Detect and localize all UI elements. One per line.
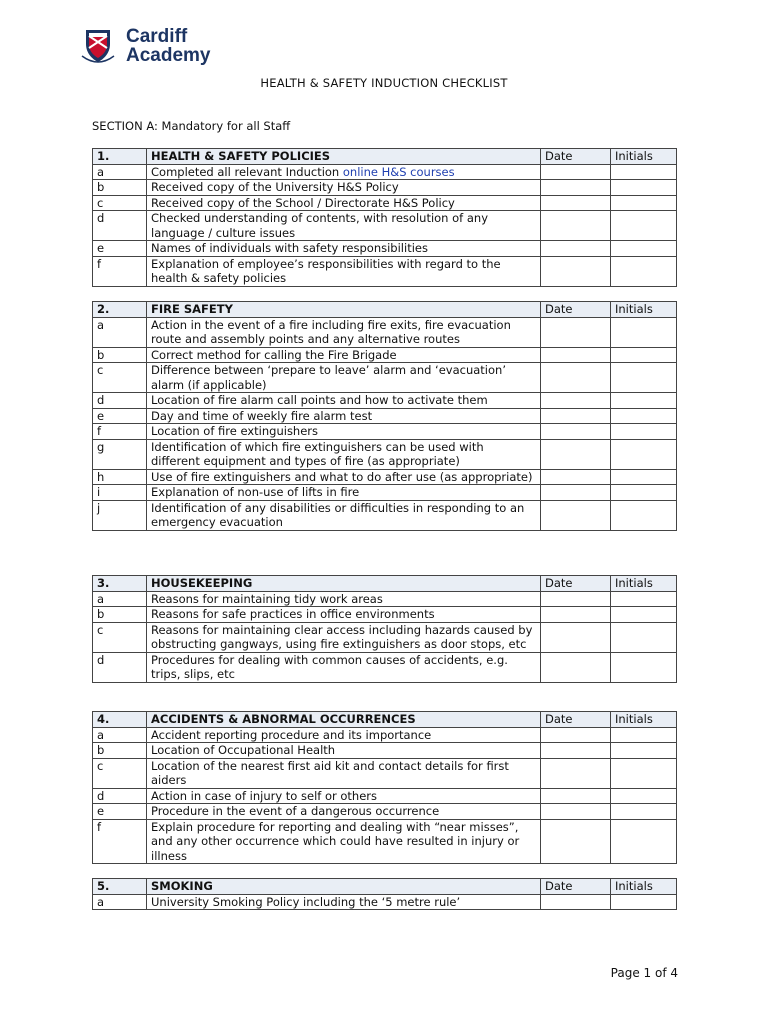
table-header-row xyxy=(93,576,677,592)
table-row xyxy=(93,591,677,607)
initials-column-header: Initials xyxy=(611,879,677,895)
table-title: ACCIDENTS & ABNORMAL OCCURRENCES xyxy=(147,712,541,728)
checklist-table-policies xyxy=(92,148,677,287)
item-letter: a xyxy=(93,591,147,607)
initials-cell[interactable] xyxy=(611,363,677,393)
table-row xyxy=(93,408,677,424)
initials-cell[interactable] xyxy=(611,622,677,652)
item-text: Reasons for safe practices in office environments xyxy=(147,607,541,623)
logo-line-1: Cardiff xyxy=(126,26,188,47)
table-header-row xyxy=(93,149,677,165)
table-row xyxy=(93,347,677,363)
table-row xyxy=(93,195,677,211)
date-column-header: Date xyxy=(541,879,611,895)
table-row xyxy=(93,743,677,759)
table-row xyxy=(93,788,677,804)
date-cell[interactable] xyxy=(541,607,611,623)
item-letter: c xyxy=(93,758,147,788)
date-cell[interactable] xyxy=(541,211,611,241)
checklist-table-accidents xyxy=(92,711,677,864)
table-row xyxy=(93,211,677,241)
checklist-table-smoking xyxy=(92,878,677,910)
table-row xyxy=(93,652,677,682)
item-letter: a xyxy=(93,164,147,180)
date-column-header: Date xyxy=(541,302,611,318)
table-row xyxy=(93,393,677,409)
table-title: FIRE SAFETY xyxy=(147,302,541,318)
item-text xyxy=(147,164,541,180)
initials-cell[interactable] xyxy=(611,317,677,347)
initials-cell[interactable] xyxy=(611,408,677,424)
date-cell[interactable] xyxy=(541,241,611,257)
item-text: Identification of any disabilities or difficulties in responding to an emergency evacuation xyxy=(147,500,541,530)
table-header-row xyxy=(93,879,677,895)
table-row xyxy=(93,758,677,788)
table-row xyxy=(93,607,677,623)
item-text: Explanation of non-use of lifts in fire xyxy=(147,485,541,501)
table-row xyxy=(93,180,677,196)
section-heading: SECTION A: Mandatory for all Staff xyxy=(92,119,291,133)
document-title: HEALTH & SAFETY INDUCTION CHECKLIST xyxy=(260,76,508,90)
table-row xyxy=(93,256,677,286)
table-row xyxy=(93,439,677,469)
date-cell[interactable] xyxy=(541,788,611,804)
initials-cell[interactable] xyxy=(611,591,677,607)
item-text: Accident reporting procedure and its importance xyxy=(147,727,541,743)
item-text: Action in case of injury to self or others xyxy=(147,788,541,804)
table-header-row xyxy=(93,302,677,318)
date-cell[interactable] xyxy=(541,180,611,196)
item-text: Received copy of the School / Directorate H&S Policy xyxy=(147,195,541,211)
item-letter: h xyxy=(93,469,147,485)
initials-cell[interactable] xyxy=(611,607,677,623)
date-cell[interactable] xyxy=(541,743,611,759)
initials-cell[interactable] xyxy=(611,894,677,910)
initials-cell[interactable] xyxy=(611,500,677,530)
crest-icon xyxy=(78,26,118,66)
online-courses-link[interactable]: online H&S courses xyxy=(342,164,455,179)
cardiff-academy-logo xyxy=(78,26,211,66)
date-column-header: Date xyxy=(541,149,611,165)
initials-cell[interactable] xyxy=(611,727,677,743)
item-letter: d xyxy=(93,788,147,804)
date-cell[interactable] xyxy=(541,347,611,363)
date-cell[interactable] xyxy=(541,804,611,820)
date-cell[interactable] xyxy=(541,819,611,864)
initials-column-header: Initials xyxy=(611,149,677,165)
table-header-row xyxy=(93,712,677,728)
date-cell[interactable] xyxy=(541,256,611,286)
initials-cell[interactable] xyxy=(611,211,677,241)
item-text: Reasons for maintaining tidy work areas xyxy=(147,591,541,607)
item-letter: g xyxy=(93,439,147,469)
date-cell[interactable] xyxy=(541,439,611,469)
date-cell[interactable] xyxy=(541,195,611,211)
item-text: University Smoking Policy including the ‘5 metre rule’ xyxy=(147,894,541,910)
item-letter: f xyxy=(93,424,147,440)
item-letter: e xyxy=(93,241,147,257)
item-text: Received copy of the University H&S Policy xyxy=(147,180,541,196)
initials-column-header: Initials xyxy=(611,576,677,592)
item-text: Correct method for calling the Fire Brigade xyxy=(147,347,541,363)
table-row xyxy=(93,819,677,864)
item-letter: e xyxy=(93,804,147,820)
item-letter: a xyxy=(93,317,147,347)
table-number: 3. xyxy=(93,576,147,592)
date-cell[interactable] xyxy=(541,164,611,180)
page-number: Page 1 of 4 xyxy=(610,966,678,980)
date-cell[interactable] xyxy=(541,591,611,607)
item-letter: c xyxy=(93,622,147,652)
table-row xyxy=(93,727,677,743)
initials-cell[interactable] xyxy=(611,743,677,759)
item-text: Location of Occupational Health xyxy=(147,743,541,759)
table-title: SMOKING xyxy=(147,879,541,895)
item-letter: d xyxy=(93,393,147,409)
item-letter: e xyxy=(93,408,147,424)
item-letter: i xyxy=(93,485,147,501)
item-letter: a xyxy=(93,727,147,743)
item-text: Location of fire extinguishers xyxy=(147,424,541,440)
item-text: Names of individuals with safety responsibilities xyxy=(147,241,541,257)
date-cell[interactable] xyxy=(541,469,611,485)
date-cell[interactable] xyxy=(541,622,611,652)
item-letter: f xyxy=(93,256,147,286)
item-letter: d xyxy=(93,652,147,682)
item-letter: f xyxy=(93,819,147,864)
item-text: Checked understanding of contents, with resolution of any language / culture issues xyxy=(147,211,541,241)
initials-cell[interactable] xyxy=(611,195,677,211)
checklist-table-fire-safety xyxy=(92,301,677,531)
initials-cell[interactable] xyxy=(611,393,677,409)
item-text: Use of fire extinguishers and what to do after use (as appropriate) xyxy=(147,469,541,485)
item-text: Location of the nearest first aid kit and contact details for first aiders xyxy=(147,758,541,788)
table-row xyxy=(93,469,677,485)
initials-cell[interactable] xyxy=(611,439,677,469)
table-row xyxy=(93,241,677,257)
item-text: Action in the event of a fire including fire exits, fire evacuation route and assembly points and any alternative routes xyxy=(147,317,541,347)
table-row xyxy=(93,804,677,820)
initials-cell[interactable] xyxy=(611,241,677,257)
table-row xyxy=(93,500,677,530)
initials-cell[interactable] xyxy=(611,485,677,501)
item-letter: b xyxy=(93,743,147,759)
table-number: 5. xyxy=(93,879,147,895)
date-cell[interactable] xyxy=(541,485,611,501)
date-cell[interactable] xyxy=(541,408,611,424)
table-row xyxy=(93,424,677,440)
table-row xyxy=(93,164,677,180)
initials-cell[interactable] xyxy=(611,347,677,363)
date-cell[interactable] xyxy=(541,894,611,910)
date-cell[interactable] xyxy=(541,317,611,347)
item-letter: b xyxy=(93,347,147,363)
date-cell[interactable] xyxy=(541,652,611,682)
initials-cell[interactable] xyxy=(611,652,677,682)
initials-cell[interactable] xyxy=(611,804,677,820)
item-text-main: Completed all relevant Induction xyxy=(151,164,343,179)
item-letter: c xyxy=(93,195,147,211)
date-column-header: Date xyxy=(541,576,611,592)
initials-cell[interactable] xyxy=(611,788,677,804)
initials-cell[interactable] xyxy=(611,180,677,196)
table-row xyxy=(93,894,677,910)
item-text: Reasons for maintaining clear access including hazards caused by obstructing gangways, using fire extinguishers as door stops, etc xyxy=(147,622,541,652)
item-text: Day and time of weekly fire alarm test xyxy=(147,408,541,424)
date-cell[interactable] xyxy=(541,424,611,440)
item-letter: b xyxy=(93,180,147,196)
table-number: 2. xyxy=(93,302,147,318)
table-row xyxy=(93,485,677,501)
date-cell[interactable] xyxy=(541,500,611,530)
initials-column-header: Initials xyxy=(611,302,677,318)
item-letter: d xyxy=(93,211,147,241)
table-number: 4. xyxy=(93,712,147,728)
item-text: Explain procedure for reporting and dealing with “near misses”, and any other occurrence which could have resulted in injury or illness xyxy=(147,819,541,864)
initials-column-header: Initials xyxy=(611,712,677,728)
item-letter: j xyxy=(93,500,147,530)
date-cell[interactable] xyxy=(541,393,611,409)
initials-cell[interactable] xyxy=(611,256,677,286)
item-text: Procedure in the event of a dangerous occurrence xyxy=(147,804,541,820)
initials-cell[interactable] xyxy=(611,819,677,864)
item-text: Explanation of employee’s responsibilities with regard to the health & safety policies xyxy=(147,256,541,286)
table-row xyxy=(93,622,677,652)
checklist-table-housekeeping xyxy=(92,575,677,683)
date-cell[interactable] xyxy=(541,758,611,788)
table-number: 1. xyxy=(93,149,147,165)
initials-cell[interactable] xyxy=(611,469,677,485)
table-title: HOUSEKEEPING xyxy=(147,576,541,592)
date-column-header: Date xyxy=(541,712,611,728)
table-row xyxy=(93,317,677,347)
item-text: Identification of which fire extinguishers can be used with different equipment and types of fire (as appropriate) xyxy=(147,439,541,469)
initials-cell[interactable] xyxy=(611,164,677,180)
item-letter: a xyxy=(93,894,147,910)
item-letter: b xyxy=(93,607,147,623)
table-row xyxy=(93,363,677,393)
logo-line-2: Academy xyxy=(126,45,211,66)
item-text: Location of fire alarm call points and how to activate them xyxy=(147,393,541,409)
item-text: Difference between ‘prepare to leave’ alarm and ‘evacuation’ alarm (if applicable) xyxy=(147,363,541,393)
item-text: Procedures for dealing with common causes of accidents, e.g. trips, slips, etc xyxy=(147,652,541,682)
item-letter: c xyxy=(93,363,147,393)
initials-cell[interactable] xyxy=(611,424,677,440)
table-title: HEALTH & SAFETY POLICIES xyxy=(147,149,541,165)
initials-cell[interactable] xyxy=(611,758,677,788)
date-cell[interactable] xyxy=(541,727,611,743)
date-cell[interactable] xyxy=(541,363,611,393)
